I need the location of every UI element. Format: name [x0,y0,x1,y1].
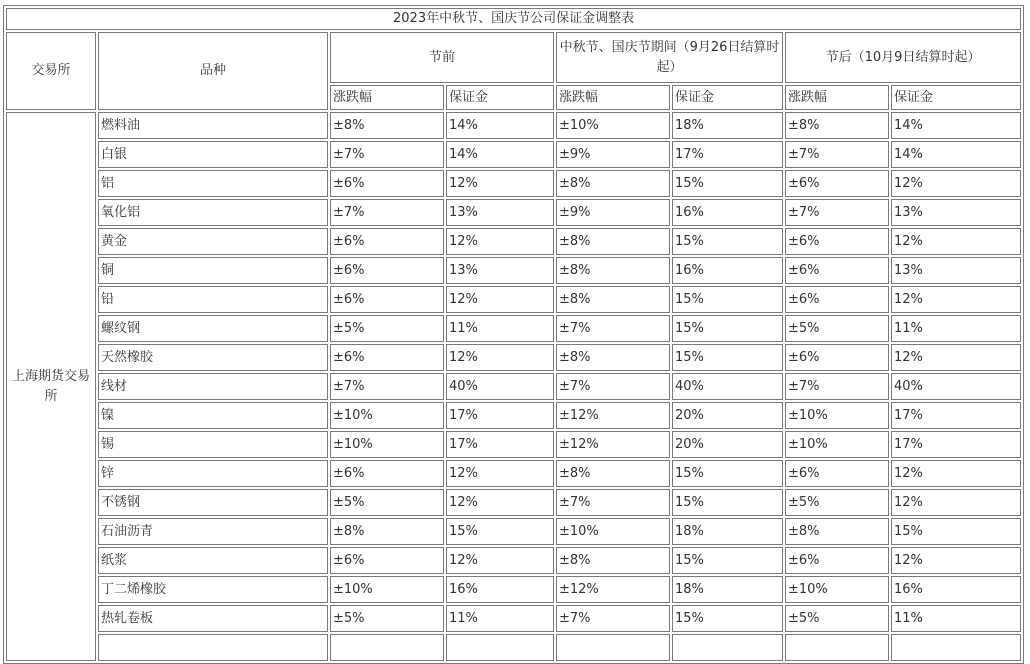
empty-cell [98,634,328,661]
variety-cell: 锌 [98,460,328,487]
after-limit-cell: ±6% [785,257,889,284]
during-limit-cell: ±8% [556,170,670,197]
before-margin-cell: 12% [446,344,554,371]
variety-cell: 螺纹钢 [98,315,328,342]
before-margin-cell: 17% [446,402,554,429]
variety-cell: 黄金 [98,228,328,255]
before-margin-cell: 11% [446,605,554,632]
before-limit-cell: ±10% [330,402,444,429]
table-row [6,315,1021,342]
before-margin-cell: 11% [446,315,554,342]
after-limit-cell: ±8% [785,518,889,545]
during-margin-cell: 15% [672,460,783,487]
subheader-after-margin: 保证金 [891,85,1021,110]
variety-cell: 丁二烯橡胶 [98,576,328,603]
variety-cell: 线材 [98,373,328,400]
during-limit-cell: ±12% [556,431,670,458]
table-row [6,605,1021,632]
before-margin-cell: 16% [446,576,554,603]
subheader-before-margin: 保证金 [446,85,554,110]
subheader-during-limit: 涨跌幅 [556,85,670,110]
after-margin-cell: 12% [891,460,1021,487]
during-margin-cell: 15% [672,315,783,342]
after-limit-cell: ±6% [785,286,889,313]
after-margin-cell: 16% [891,576,1021,603]
after-margin-cell: 15% [891,518,1021,545]
before-margin-cell: 14% [446,112,554,139]
title-row [6,8,1021,30]
variety-cell: 热轧卷板 [98,605,328,632]
empty-cell [672,634,783,661]
after-limit-cell: ±5% [785,489,889,516]
table-row [6,170,1021,197]
header-variety: 品种 [98,32,328,110]
during-margin-cell: 15% [672,286,783,313]
after-margin-cell: 12% [891,344,1021,371]
before-limit-cell: ±6% [330,547,444,574]
during-limit-cell: ±8% [556,286,670,313]
before-margin-cell: 12% [446,489,554,516]
before-margin-cell: 14% [446,141,554,168]
empty-cell [330,634,444,661]
subheader-after-limit: 涨跌幅 [785,85,889,110]
header-after: 节后（10月9日结算时起） [785,32,1021,83]
after-limit-cell: ±8% [785,112,889,139]
during-margin-cell: 20% [672,402,783,429]
before-limit-cell: ±8% [330,112,444,139]
table-row [6,141,1021,168]
before-limit-cell: ±7% [330,141,444,168]
table-row [6,257,1021,284]
subheader-during-margin: 保证金 [672,85,783,110]
after-limit-cell: ±10% [785,431,889,458]
during-margin-cell: 18% [672,576,783,603]
header-row [6,32,1021,83]
variety-cell: 纸浆 [98,547,328,574]
during-margin-cell: 15% [672,547,783,574]
before-margin-cell: 40% [446,373,554,400]
before-limit-cell: ±8% [330,518,444,545]
empty-cell [446,634,554,661]
header-during: 中秋节、国庆节期间（9月26日结算时起） [556,32,783,83]
empty-cell [785,634,889,661]
after-limit-cell: ±6% [785,228,889,255]
after-margin-cell: 11% [891,605,1021,632]
during-margin-cell: 16% [672,199,783,226]
table-row [6,373,1021,400]
after-margin-cell: 14% [891,141,1021,168]
before-margin-cell: 12% [446,286,554,313]
during-margin-cell: 15% [672,170,783,197]
during-margin-cell: 15% [672,605,783,632]
during-margin-cell: 18% [672,112,783,139]
during-limit-cell: ±7% [556,489,670,516]
before-margin-cell: 12% [446,170,554,197]
after-limit-cell: ±10% [785,402,889,429]
margin-adjustment-table [3,5,1024,664]
during-limit-cell: ±8% [556,547,670,574]
during-limit-cell: ±12% [556,576,670,603]
after-margin-cell: 13% [891,199,1021,226]
before-limit-cell: ±7% [330,199,444,226]
during-limit-cell: ±9% [556,199,670,226]
before-margin-cell: 17% [446,431,554,458]
table-row [6,460,1021,487]
table-row [6,199,1021,226]
after-limit-cell: ±5% [785,605,889,632]
before-limit-cell: ±5% [330,605,444,632]
before-limit-cell: ±10% [330,431,444,458]
before-limit-cell: ±5% [330,315,444,342]
before-limit-cell: ±6% [330,286,444,313]
empty-cell [556,634,670,661]
variety-cell: 镍 [98,402,328,429]
variety-cell: 石油沥青 [98,518,328,545]
after-limit-cell: ±10% [785,576,889,603]
after-limit-cell: ±7% [785,373,889,400]
during-limit-cell: ±8% [556,228,670,255]
during-margin-cell: 20% [672,431,783,458]
table-row [6,228,1021,255]
before-limit-cell: ±6% [330,460,444,487]
after-margin-cell: 11% [891,315,1021,342]
header-before: 节前 [330,32,554,83]
during-margin-cell: 17% [672,141,783,168]
during-margin-cell: 15% [672,228,783,255]
during-margin-cell: 15% [672,489,783,516]
after-margin-cell: 12% [891,228,1021,255]
during-margin-cell: 18% [672,518,783,545]
header-exchange: 交易所 [6,32,96,110]
during-limit-cell: ±12% [556,402,670,429]
table-row-partial [6,634,1021,661]
before-margin-cell: 15% [446,518,554,545]
variety-cell: 天然橡胶 [98,344,328,371]
after-limit-cell: ±6% [785,460,889,487]
during-limit-cell: ±9% [556,141,670,168]
after-margin-cell: 12% [891,489,1021,516]
during-margin-cell: 40% [672,373,783,400]
before-margin-cell: 12% [446,547,554,574]
after-limit-cell: ±7% [785,141,889,168]
table-row [6,286,1021,313]
table-row [6,344,1021,371]
before-limit-cell: ±6% [330,170,444,197]
after-limit-cell: ±6% [785,547,889,574]
during-limit-cell: ±8% [556,460,670,487]
during-limit-cell: ±7% [556,315,670,342]
after-margin-cell: 12% [891,170,1021,197]
after-margin-cell: 12% [891,286,1021,313]
during-limit-cell: ±8% [556,257,670,284]
table-row [6,402,1021,429]
table-row [6,489,1021,516]
after-limit-cell: ±5% [785,315,889,342]
table-title: 2023年中秋节、国庆节公司保证金调整表 [6,8,1021,30]
variety-cell: 白银 [98,141,328,168]
after-margin-cell: 12% [891,547,1021,574]
exchange-cell: 上海期货交易所 [6,112,96,661]
during-margin-cell: 16% [672,257,783,284]
after-limit-cell: ±6% [785,170,889,197]
after-margin-cell: 40% [891,373,1021,400]
variety-cell: 铝 [98,170,328,197]
during-limit-cell: ±10% [556,112,670,139]
during-limit-cell: ±7% [556,373,670,400]
during-limit-cell: ±8% [556,344,670,371]
after-margin-cell: 14% [891,112,1021,139]
during-limit-cell: ±10% [556,518,670,545]
after-margin-cell: 17% [891,431,1021,458]
variety-cell: 不锈钢 [98,489,328,516]
variety-cell: 锡 [98,431,328,458]
after-limit-cell: ±6% [785,344,889,371]
table-row [6,431,1021,458]
variety-cell: 铅 [98,286,328,313]
before-limit-cell: ±7% [330,373,444,400]
before-limit-cell: ±6% [330,228,444,255]
before-margin-cell: 12% [446,228,554,255]
table-row [6,518,1021,545]
variety-cell: 铜 [98,257,328,284]
variety-cell: 燃料油 [98,112,328,139]
subheader-before-limit: 涨跌幅 [330,85,444,110]
before-margin-cell: 12% [446,460,554,487]
after-margin-cell: 17% [891,402,1021,429]
before-limit-cell: ±6% [330,344,444,371]
during-limit-cell: ±7% [556,605,670,632]
before-limit-cell: ±10% [330,576,444,603]
before-limit-cell: ±6% [330,257,444,284]
empty-cell [891,634,1021,661]
table-row [6,576,1021,603]
table-row [6,112,1021,139]
after-margin-cell: 13% [891,257,1021,284]
before-margin-cell: 13% [446,257,554,284]
before-margin-cell: 13% [446,199,554,226]
variety-cell: 氧化铝 [98,199,328,226]
during-margin-cell: 15% [672,344,783,371]
after-limit-cell: ±7% [785,199,889,226]
before-limit-cell: ±5% [330,489,444,516]
table-row [6,547,1021,574]
